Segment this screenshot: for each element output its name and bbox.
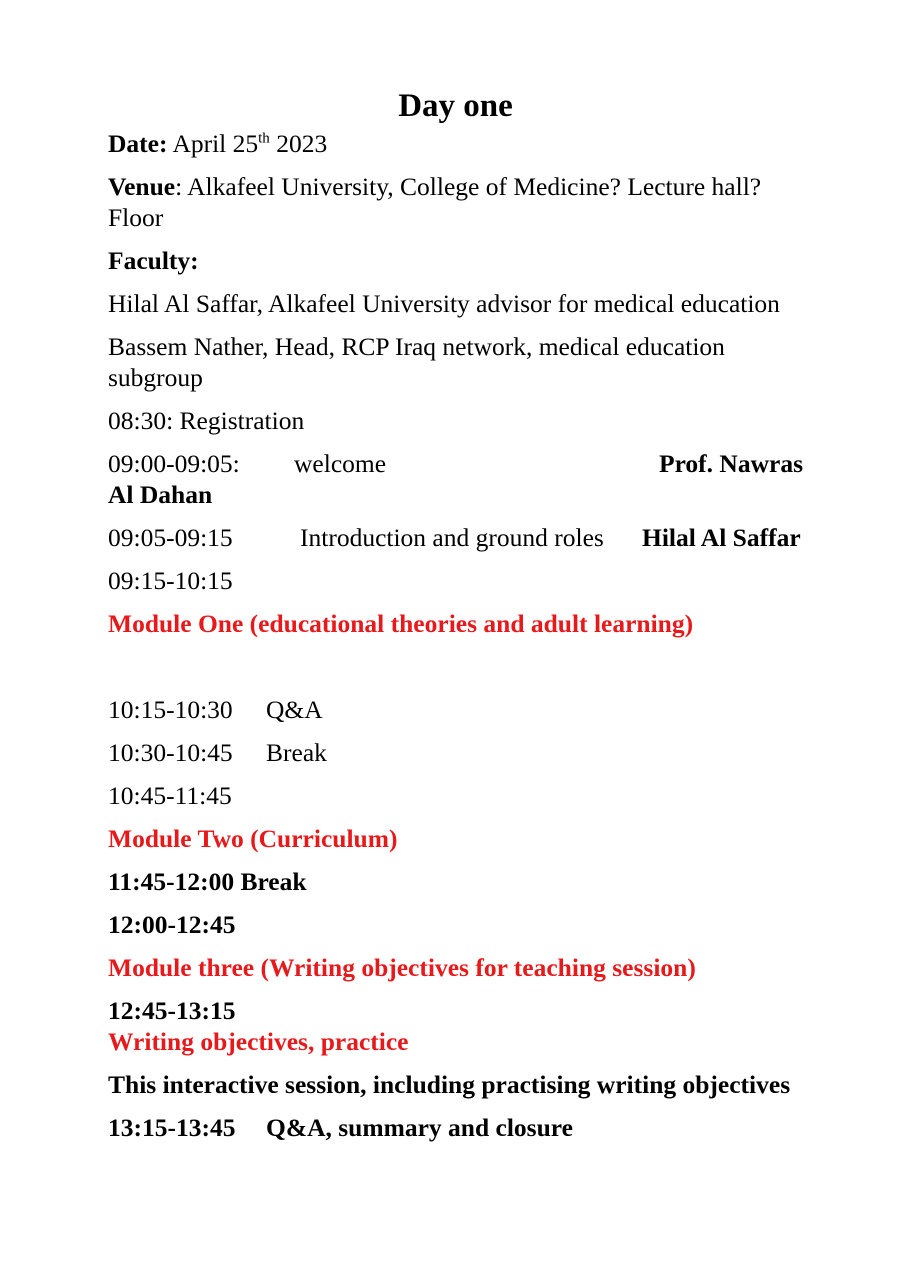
date-label: Date: bbox=[108, 129, 168, 158]
practice-description: This interactive session, including practising writing objectives bbox=[108, 1070, 791, 1099]
date-line bbox=[108, 128, 808, 159]
module-two-heading: Module Two (Curriculum) bbox=[108, 824, 398, 853]
schedule-time-module-two: 10:45-11:45 bbox=[108, 781, 232, 810]
schedule-break bbox=[108, 737, 808, 768]
date-value-post: 2023 bbox=[269, 129, 328, 158]
schedule-title: Break bbox=[266, 738, 327, 767]
schedule-time-practice: 12:45-13:15 bbox=[108, 996, 236, 1025]
schedule-registration: 08:30: Registration bbox=[108, 406, 305, 435]
schedule-title: welcome bbox=[294, 449, 387, 478]
schedule-time: 10:15-10:30 bbox=[108, 695, 233, 724]
faculty-member: Hilal Al Saffar, Alkafeel University advisor for medical education bbox=[108, 289, 780, 318]
schedule-speaker: Hilal Al Saffar bbox=[642, 523, 801, 552]
date-value-sup: th bbox=[258, 130, 270, 147]
schedule-title: Q&A, summary and closure bbox=[266, 1113, 573, 1142]
schedule-speaker: Prof. Nawras Al Dahan bbox=[108, 449, 803, 509]
schedule-closure bbox=[108, 1112, 808, 1143]
schedule-intro bbox=[108, 522, 808, 553]
faculty-member: Bassem Nather, Head, RCP Iraq network, medical education subgroup bbox=[108, 332, 725, 392]
schedule-title: Introduction and ground roles bbox=[300, 523, 604, 552]
schedule-time: 10:30-10:45 bbox=[108, 738, 233, 767]
schedule-time: 09:00-09:05: bbox=[108, 449, 240, 478]
page-title: Day one bbox=[398, 88, 513, 124]
schedule-time: 13:15-13:45 bbox=[108, 1113, 236, 1142]
schedule-time-module-three: 12:00-12:45 bbox=[108, 910, 236, 939]
schedule-welcome bbox=[108, 448, 808, 510]
date-value-pre: April 25 bbox=[172, 129, 259, 158]
practice-heading: Writing objectives, practice bbox=[108, 1027, 409, 1056]
venue-line bbox=[108, 171, 808, 233]
module-one-heading: Module One (educational theories and adult learning) bbox=[108, 609, 694, 638]
faculty-heading: Faculty: bbox=[108, 246, 199, 275]
schedule-time: 09:05-09:15 bbox=[108, 523, 233, 552]
schedule-qa bbox=[108, 694, 808, 725]
module-three-heading: Module three (Writing objectives for teaching session) bbox=[108, 953, 696, 982]
schedule-time-module-one: 09:15-10:15 bbox=[108, 566, 233, 595]
schedule-title: Q&A bbox=[266, 695, 323, 724]
program-page bbox=[108, 86, 808, 1155]
spacer bbox=[108, 651, 808, 694]
venue-value: : Alkafeel University, College of Medicine? Lecture hall? Floor bbox=[108, 172, 762, 232]
schedule-break-two: 11:45-12:00 Break bbox=[108, 867, 307, 896]
venue-label: Venue bbox=[108, 172, 176, 201]
